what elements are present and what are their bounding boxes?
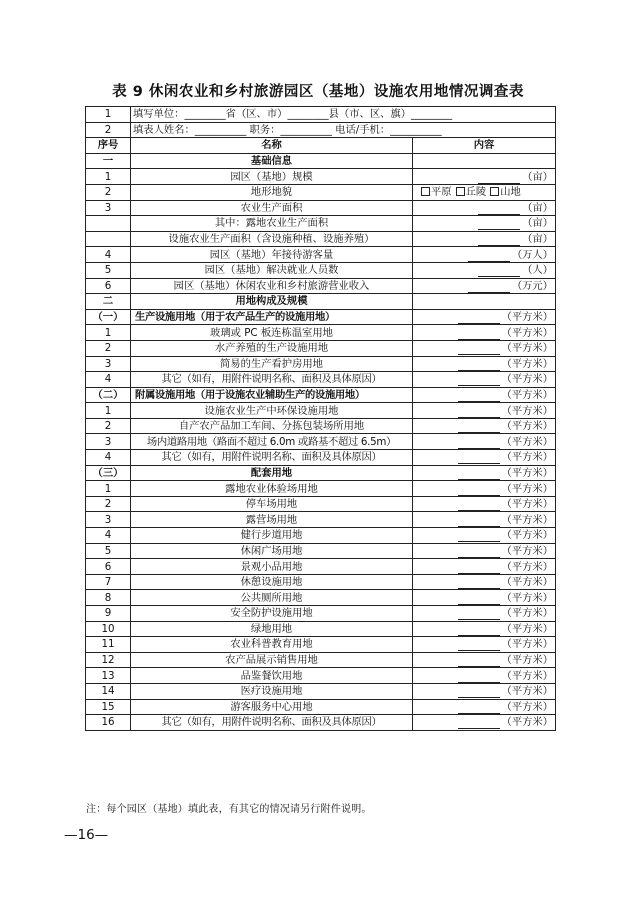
row-content-field[interactable] (413, 574, 556, 590)
table-row (86, 153, 556, 169)
row-name: 景观小品用地 (131, 559, 413, 575)
row-content-field[interactable] (413, 387, 556, 403)
table-row (86, 169, 556, 185)
unit-label: （亩） (522, 233, 554, 246)
row-number: 3 (86, 356, 131, 372)
row-content-field[interactable] (413, 621, 556, 637)
row-number: 15 (86, 699, 131, 715)
fill-blank-line (458, 594, 500, 605)
table-row (86, 606, 556, 622)
table-row (86, 637, 556, 653)
row-content-field[interactable] (413, 184, 556, 200)
table-row (86, 574, 556, 590)
row-number: 11 (86, 637, 131, 653)
row-name: 场内道路用地（路面不超过 6.0m 或路基不超过 6.5m） (131, 434, 413, 450)
row-number: 一 (86, 153, 131, 169)
table-row (86, 372, 556, 388)
table-row (86, 403, 556, 419)
fill-blank-line (458, 563, 500, 574)
row-content-field[interactable] (413, 668, 556, 684)
row-number: 1 (86, 403, 131, 419)
row-content-field[interactable] (413, 356, 556, 372)
header-row-num: 1 (86, 107, 131, 123)
fill-blank-line (458, 407, 500, 418)
row-name: 园区（基地）休闲农业和乡村旅游营业收入 (131, 278, 413, 294)
row-name: 停车场用地 (131, 496, 413, 512)
table-row (86, 621, 556, 637)
row-name: 医疗设施用地 (131, 683, 413, 699)
row-content-field[interactable] (413, 216, 556, 232)
row-content-field[interactable] (413, 512, 556, 528)
row-number (86, 231, 131, 247)
fill-blank-line (458, 672, 500, 683)
row-number: 2 (86, 184, 131, 200)
fill-blank-line (478, 204, 520, 215)
table-row (86, 699, 556, 715)
row-number: 13 (86, 668, 131, 684)
row-number: （二） (86, 387, 131, 403)
row-number: 1 (86, 169, 131, 185)
unit-label: （平方米） (501, 607, 554, 620)
row-content-field[interactable] (413, 590, 556, 606)
table-row (86, 262, 556, 278)
row-name: 健行步道用地 (131, 528, 413, 544)
fill-blank-line (478, 266, 520, 277)
row-number: 2 (86, 418, 131, 434)
table-row (86, 387, 556, 403)
column-header-content: 内容 (413, 138, 556, 154)
row-name: 设施农业生产面积（含设施种植、设施养殖） (131, 231, 413, 247)
table-row (86, 668, 556, 684)
row-name: 园区（基地）年接待游客量 (131, 247, 413, 263)
header-row-num: 2 (86, 122, 131, 138)
row-number: 1 (86, 481, 131, 497)
row-number: （一） (86, 309, 131, 325)
row-name: 品鉴餐饮用地 (131, 668, 413, 684)
fill-blank-line (458, 329, 500, 340)
row-content-field[interactable] (413, 652, 556, 668)
table-row (86, 450, 556, 466)
table-row (86, 683, 556, 699)
page-number: —16— (64, 827, 109, 843)
row-content-field[interactable] (413, 683, 556, 699)
fill-blank-line (458, 375, 500, 386)
table-row (86, 309, 556, 325)
unit-label: （亩） (522, 201, 554, 214)
unit-label: （平方米） (501, 466, 554, 479)
row-number: 二 (86, 294, 131, 310)
unit-label: （平方米） (501, 685, 554, 698)
unit-label: （平方米） (501, 482, 554, 495)
fill-blank-line (458, 578, 500, 589)
row-content-field[interactable] (413, 481, 556, 497)
row-name: 其它（如有，用附件说明名称、面积及具体原因） (131, 372, 413, 388)
table-row (86, 216, 556, 232)
footnote: 注：每个园区（基地）填此表，有其它的情况请另行附件说明。 (86, 804, 372, 815)
table-row (86, 543, 556, 559)
row-content-field[interactable] (413, 231, 556, 247)
table-row (86, 247, 556, 263)
unit-label: （平方米） (501, 342, 554, 355)
unit-label: （平方米） (501, 513, 554, 526)
row-number: 8 (86, 590, 131, 606)
row-name: 农产品展示销售用地 (131, 652, 413, 668)
table-row (86, 294, 556, 310)
fill-blank-line (458, 313, 500, 324)
table-row (86, 481, 556, 497)
fill-blank-line (468, 282, 510, 293)
unit-label: （人） (522, 264, 554, 277)
row-name: 休闲广场用地 (131, 543, 413, 559)
fill-blank-line (458, 547, 500, 558)
row-number: 6 (86, 559, 131, 575)
table-row (86, 356, 556, 372)
row-number: 4 (86, 528, 131, 544)
row-number: 2 (86, 496, 131, 512)
row-content-field[interactable] (413, 309, 556, 325)
row-content-field[interactable] (413, 559, 556, 575)
row-name: 配套用地 (131, 465, 413, 481)
row-number: 3 (86, 512, 131, 528)
fill-blank-line (458, 703, 500, 714)
row-content-field[interactable] (413, 372, 556, 388)
table-row (86, 418, 556, 434)
row-content-field[interactable] (413, 200, 556, 216)
row-number: 14 (86, 683, 131, 699)
survey-table (85, 106, 556, 731)
row-content-field[interactable] (413, 699, 556, 715)
fill-blank-line (458, 500, 500, 511)
row-name: 设施农业生产中环保设施用地 (131, 403, 413, 419)
unit-label: （万元） (511, 279, 554, 292)
row-name: 其它（如有，用附件说明名称、面积及具体原因） (131, 450, 413, 466)
unit-label: （平方米） (501, 700, 554, 713)
row-number: 5 (86, 543, 131, 559)
row-number: 4 (86, 450, 131, 466)
unit-label: （平方米） (501, 311, 554, 324)
checkbox-icon[interactable] (421, 187, 430, 196)
row-number: 10 (86, 621, 131, 637)
row-number: 2 (86, 340, 131, 356)
unit-label: （平方米） (501, 591, 554, 604)
row-name: 附属设施用地（用于设施农业辅助生产的设施用地） (131, 387, 413, 403)
row-content-field[interactable] (413, 434, 556, 450)
unit-label: （平方米） (501, 404, 554, 417)
row-name: 水产养殖的生产设施用地 (131, 340, 413, 356)
table-row (86, 528, 556, 544)
row-content-field (413, 294, 556, 310)
row-name: 玻璃或 PC 板连栋温室用地 (131, 325, 413, 341)
unit-label: （平方米） (501, 357, 554, 370)
table-row (86, 325, 556, 341)
fill-blank-line (458, 485, 500, 496)
fill-blank-line (458, 516, 500, 527)
table-row (86, 590, 556, 606)
row-name: 公共厕所用地 (131, 590, 413, 606)
row-name: 游客服务中心用地 (131, 699, 413, 715)
unit-label: （亩） (522, 217, 554, 230)
row-content-field[interactable] (413, 418, 556, 434)
row-number: 3 (86, 200, 131, 216)
table-row (86, 465, 556, 481)
table-row (86, 715, 556, 731)
row-content-field[interactable] (413, 715, 556, 731)
row-number: 12 (86, 652, 131, 668)
unit-label: （万人） (511, 248, 554, 261)
row-name: 其中：露地农业生产面积 (131, 216, 413, 232)
table-row (86, 184, 556, 200)
row-number (86, 216, 131, 232)
unit-label: （平方米） (501, 638, 554, 651)
unit-label: （平方米） (501, 451, 554, 464)
fill-blank-line (458, 718, 500, 729)
column-header-name: 名称 (131, 138, 413, 154)
row-name: 自产农产品加工车间、分拣包装场所用地 (131, 418, 413, 434)
row-number: 16 (86, 715, 131, 731)
row-content-field[interactable] (413, 465, 556, 481)
unit-label: （平方米） (501, 576, 554, 589)
row-content-field[interactable] (413, 528, 556, 544)
row-number: （三） (86, 465, 131, 481)
fill-unit-field[interactable]: 填写单位：________省（区、市）________县（市、区、旗）________ (131, 107, 556, 123)
row-name: 安全防护设施用地 (131, 606, 413, 622)
fill-blank-line (478, 235, 520, 246)
unit-label: （平方米） (501, 529, 554, 542)
fill-blank-line (458, 391, 500, 402)
row-content-field[interactable] (413, 169, 556, 185)
row-number: 4 (86, 247, 131, 263)
row-name: 园区（基地）规模 (131, 169, 413, 185)
row-content-field[interactable] (413, 403, 556, 419)
unit-label: （平方米） (501, 654, 554, 667)
fill-blank-line (478, 219, 520, 230)
row-content-field[interactable] (413, 340, 556, 356)
table-title: 表 9 休闲农业和乡村旅游园区（基地）设施农用地情况调查表 (112, 84, 524, 100)
row-name: 农业生产面积 (131, 200, 413, 216)
header-row-2 (86, 122, 556, 138)
column-header-row (86, 138, 556, 154)
row-content-field[interactable] (413, 450, 556, 466)
unit-label: （平方米） (501, 544, 554, 557)
row-number: 3 (86, 434, 131, 450)
row-content-field[interactable] (413, 496, 556, 512)
row-number: 7 (86, 574, 131, 590)
fill-blank-line (458, 422, 500, 433)
table-row (86, 200, 556, 216)
unit-label: （平方米） (501, 373, 554, 386)
unit-label: （平方米） (501, 326, 554, 339)
fill-blank-line (478, 173, 520, 184)
row-name: 基础信息 (131, 153, 413, 169)
unit-label: （平方米） (501, 622, 554, 635)
table-row (86, 512, 556, 528)
column-header-num: 序号 (86, 138, 131, 154)
unit-label: （亩） (522, 170, 554, 183)
fill-blank-line (458, 469, 500, 480)
row-content-field (413, 153, 556, 169)
row-name: 简易的生产看护房用地 (131, 356, 413, 372)
checkbox-icon[interactable] (490, 187, 499, 196)
fill-blank-line (458, 640, 500, 651)
row-name: 生产设施用地（用于农产品生产的设施用地） (131, 309, 413, 325)
row-content-field[interactable] (413, 247, 556, 263)
row-content-field[interactable] (413, 637, 556, 653)
row-number: 9 (86, 606, 131, 622)
fill-blank-line (458, 531, 500, 542)
filler-info-field[interactable]: 填表人姓名：__________ 职务：__________ 电话/手机：__________ (131, 122, 556, 138)
table-row (86, 652, 556, 668)
row-name: 露营场用地 (131, 512, 413, 528)
fill-blank-line (458, 344, 500, 355)
fill-blank-line (458, 687, 500, 698)
row-content-field[interactable] (413, 606, 556, 622)
table-row (86, 496, 556, 512)
header-row-1 (86, 107, 556, 123)
fill-blank-line (458, 360, 500, 371)
row-name: 用地构成及规模 (131, 294, 413, 310)
fill-blank-line (458, 625, 500, 636)
row-number: 4 (86, 372, 131, 388)
row-content-field[interactable] (413, 543, 556, 559)
unit-label: （平方米） (501, 669, 554, 682)
row-name: 其它（如有，用附件说明名称、面积及具体原因） (131, 715, 413, 731)
row-name: 绿地用地 (131, 621, 413, 637)
row-name: 园区（基地）解决就业人员数 (131, 262, 413, 278)
fill-blank-line (458, 453, 500, 464)
terrain-option-label: 丘陵 (465, 186, 487, 199)
table-row (86, 278, 556, 294)
row-content-field[interactable] (413, 278, 556, 294)
row-number: 1 (86, 325, 131, 341)
fill-blank-line (458, 609, 500, 620)
unit-label: （平方米） (501, 716, 554, 729)
row-number: 5 (86, 262, 131, 278)
table-row (86, 340, 556, 356)
unit-label: （平方米） (501, 420, 554, 433)
row-number: 6 (86, 278, 131, 294)
row-name: 地形地貌 (131, 184, 413, 200)
row-content-field[interactable] (413, 262, 556, 278)
unit-label: （平方米） (501, 560, 554, 573)
terrain-option-label: 山地 (500, 186, 521, 199)
row-content-field[interactable] (413, 325, 556, 341)
table-row (86, 434, 556, 450)
row-name: 休憩设施用地 (131, 574, 413, 590)
unit-label: （平方米） (501, 498, 554, 511)
unit-label: （平方米） (501, 435, 554, 448)
table-row (86, 231, 556, 247)
row-name: 露地农业体验场用地 (131, 481, 413, 497)
fill-blank-line (458, 438, 500, 449)
fill-blank-line (458, 656, 500, 667)
terrain-option-label: 平原 (431, 186, 452, 199)
fill-blank-line (468, 251, 510, 262)
table-row (86, 559, 556, 575)
row-name: 农业科普教育用地 (131, 637, 413, 653)
checkbox-icon[interactable] (456, 187, 465, 196)
unit-label: （平方米） (501, 388, 554, 401)
